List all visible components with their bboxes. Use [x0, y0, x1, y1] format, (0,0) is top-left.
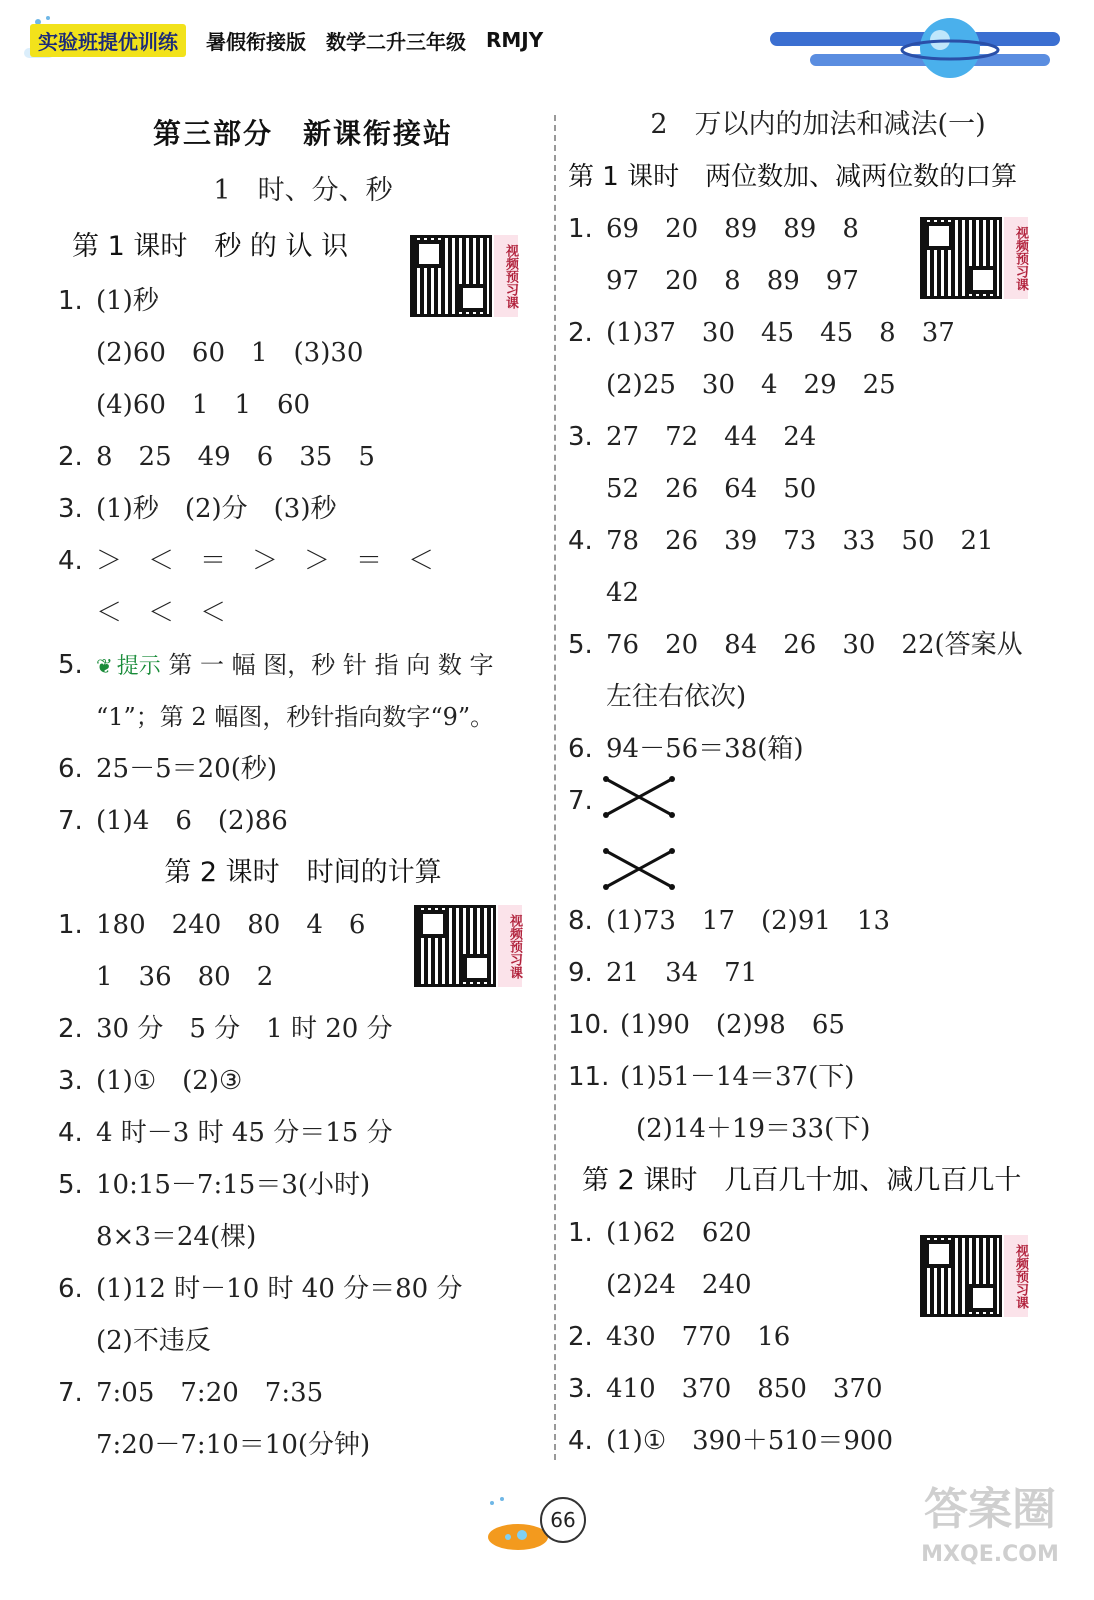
lesson1-answers [568, 203, 1068, 1155]
answer-line [58, 1211, 548, 1263]
answer-text: 8 25 49 6 35 5 [96, 442, 375, 472]
question-number: 2. [568, 1322, 593, 1352]
answer-text: 7:05 7:20 7:35 [96, 1378, 324, 1408]
question-number: 3. [58, 1066, 83, 1096]
answer-line [58, 535, 548, 587]
answer-text: (1)① 390＋510＝900 [606, 1426, 894, 1456]
series-name: 实验班提优训练 [30, 24, 186, 57]
lesson2-answers [568, 1207, 1068, 1467]
answer-line [58, 639, 548, 691]
answer-text: (2)60 60 1 (3)30 [96, 338, 364, 368]
answer-line [568, 203, 1068, 255]
part-title: 第三部分 新课衔接站 [152, 117, 453, 150]
question-number: 3. [58, 494, 83, 524]
question-number: 2. [58, 442, 83, 472]
question-number: 4. [568, 526, 593, 556]
answer-text: ＜ ＜ ＜ [96, 598, 227, 628]
answer-text: 8×3＝24(棵) [96, 1222, 257, 1252]
answer-text: 第 一 幅 图，秒 针 指 向 数 字 [168, 651, 494, 679]
planet-decoration-icon [770, 10, 1070, 80]
answer-line [58, 379, 548, 431]
answer-text: 97 20 8 89 97 [606, 266, 859, 296]
lesson-title: 第 1 课时 秒 的 认 识 [72, 231, 349, 262]
answer-line [58, 795, 548, 847]
left-column [58, 105, 548, 1471]
answer-text: 42 [606, 578, 640, 608]
answer-line [58, 1159, 548, 1211]
lesson-title: 第 2 课时 几百几十加、减几百几十 [582, 1165, 1022, 1196]
answer-line [568, 1051, 1068, 1103]
answer-line [568, 359, 1068, 411]
lesson1-answers [58, 275, 548, 847]
answer-text: (1)51－14＝37(下) [620, 1062, 855, 1092]
answer-text: 52 26 64 50 [606, 474, 817, 504]
header-title-bar [30, 22, 730, 58]
answer-text: 410 370 850 370 [606, 1374, 883, 1404]
answer-line [58, 1367, 548, 1419]
answer-line [568, 307, 1068, 359]
answer-line [568, 463, 1068, 515]
answer-text: 1 36 80 2 [96, 962, 274, 992]
answer-text: 左往右依次) [606, 682, 747, 712]
question-number: 2. [58, 1014, 83, 1044]
answer-text: 10:15－7:15＝3(小时) [96, 1170, 371, 1200]
answer-text: (2)24 240 [606, 1270, 752, 1300]
answer-text: 21 34 71 [606, 958, 758, 988]
answer-text: 4 时－3 时 45 分＝15 分 [96, 1118, 393, 1148]
answer-text: 180 240 80 4 6 [96, 910, 366, 940]
unit-title: 1 时、分、秒 [213, 175, 393, 206]
answer-text: 25－5＝20(秒) [96, 754, 277, 784]
answer-text: (1)37 30 45 45 8 37 [606, 318, 955, 348]
answer-text: 7:20－7:10＝10(分钟) [96, 1430, 371, 1460]
watermark-logo [900, 1480, 1080, 1590]
question-number: 1. [568, 214, 593, 244]
answer-line [568, 999, 1068, 1051]
watermark-text: 答案圈 [924, 1484, 1056, 1535]
answer-text: (1)① (2)③ [96, 1066, 243, 1096]
page-number: 66 [540, 1497, 586, 1543]
answer-text: 27 72 44 24 [606, 422, 817, 452]
publisher-code: RMJY [486, 28, 544, 52]
answer-line [568, 1311, 1068, 1363]
lesson2-answers [58, 899, 548, 1471]
subject-name: 数学二升三年级 [326, 29, 466, 54]
watermark-url: MXQE.COM [921, 1542, 1059, 1567]
answer-text: (2)25 30 4 29 25 [606, 370, 896, 400]
answer-line [568, 411, 1068, 463]
question-number: 1. [58, 910, 83, 940]
answer-line [568, 619, 1068, 671]
lesson-title: 第 1 课时 两位数加、减两位数的口算 [568, 162, 1018, 192]
answer-line [568, 1259, 1068, 1311]
answer-line [58, 743, 548, 795]
question-number: 6. [58, 1274, 83, 1304]
answer-text: 76 20 84 26 30 22(答案从 [606, 630, 1023, 660]
answer-text: 78 26 39 73 33 50 21 [606, 526, 994, 556]
answer-line [568, 671, 1068, 723]
answer-text: (1)4 6 (2)86 [96, 806, 288, 836]
question-number: 8. [568, 906, 593, 936]
hint-label: 提示 [116, 654, 161, 679]
answer-line [568, 947, 1068, 999]
answer-line [58, 1055, 548, 1107]
answer-text: 30 分 5 分 1 时 20 分 [96, 1014, 393, 1044]
answer-line [58, 951, 548, 1003]
answer-line [58, 1107, 548, 1159]
qr-tag: 视频预习课 [1004, 217, 1028, 299]
question-number: 5. [58, 1170, 83, 1200]
answer-line [568, 1207, 1068, 1259]
answer-text: 69 20 89 89 8 [606, 214, 859, 244]
answer-text: (1)90 (2)98 65 [620, 1010, 845, 1040]
answer-line [58, 483, 548, 535]
answer-line [568, 255, 1068, 307]
answer-line [568, 1103, 1068, 1155]
question-number: 1. [568, 1218, 593, 1248]
question-number: 4. [568, 1426, 593, 1456]
answer-text: (1)秒 (2)分 (3)秒 [96, 494, 337, 524]
answer-text: 94－56＝38(箱) [606, 734, 804, 764]
question-number: 7. [568, 786, 593, 816]
question-number: 5. [568, 630, 593, 660]
matching-lines-diagram [600, 775, 680, 895]
question-number: 7. [58, 806, 83, 836]
answer-line [568, 1415, 1068, 1467]
question-number: 2. [568, 318, 593, 348]
leaf-icon: ❦ [96, 654, 113, 678]
answer-line [58, 1003, 548, 1055]
answer-line [58, 899, 548, 951]
question-number: 3. [568, 1374, 593, 1404]
edition-name: 暑假衔接版 [206, 29, 306, 54]
question-number: 9. [568, 958, 593, 988]
question-number: 10. [568, 1010, 610, 1040]
answer-line [568, 895, 1068, 947]
question-number: 6. [58, 754, 83, 784]
question-number: 4. [58, 546, 83, 576]
question-number: 1. [58, 286, 83, 316]
answer-text: (2)14＋19＝33(下) [636, 1114, 871, 1144]
answer-text: (1)秒 [96, 286, 159, 316]
answer-line [58, 587, 548, 639]
lesson-title: 第 2 课时 时间的计算 [164, 857, 442, 888]
answer-line [58, 275, 548, 327]
answer-line [58, 1263, 548, 1315]
page-header [0, 0, 1094, 90]
answer-line [58, 431, 548, 483]
answer-line [568, 515, 1068, 567]
question-number: 3. [568, 422, 593, 452]
answer-line [568, 723, 1068, 775]
column-divider [554, 115, 556, 1460]
answer-text: (1)62 620 [606, 1218, 752, 1248]
answer-line [568, 775, 1068, 895]
answer-text: 430 770 16 [606, 1322, 791, 1352]
answer-line [58, 691, 548, 743]
right-column [568, 105, 1068, 1467]
question-number: 5. [58, 650, 83, 680]
answer-text: (1)12 时－10 时 40 分＝80 分 [96, 1274, 463, 1304]
qr-tag: 视频预习课 [498, 905, 522, 987]
answer-text: (2)不违反 [96, 1326, 211, 1356]
answer-line [58, 327, 548, 379]
answer-text: (1)73 17 (2)91 13 [606, 906, 890, 936]
question-number: 7. [58, 1378, 83, 1408]
answer-text: “1”；第 2 幅图，秒针指向数字“9”。 [96, 703, 495, 731]
question-number: 6. [568, 734, 593, 764]
question-number: 4. [58, 1118, 83, 1148]
answer-line [58, 1315, 548, 1367]
answer-line [568, 1363, 1068, 1415]
answer-line [568, 567, 1068, 619]
question-number: 11. [568, 1062, 610, 1092]
answer-text: ＞ ＜ ＝ ＞ ＞ ＝ ＜ [96, 546, 435, 576]
answer-text: (4)60 1 1 60 [96, 390, 311, 420]
unit-title: 2 万以内的加法和减法(一) [650, 109, 986, 140]
qr-tag: 视频预习课 [1004, 1235, 1028, 1317]
qr-tag: 视频预习课 [494, 235, 518, 317]
answer-line [58, 1419, 548, 1471]
